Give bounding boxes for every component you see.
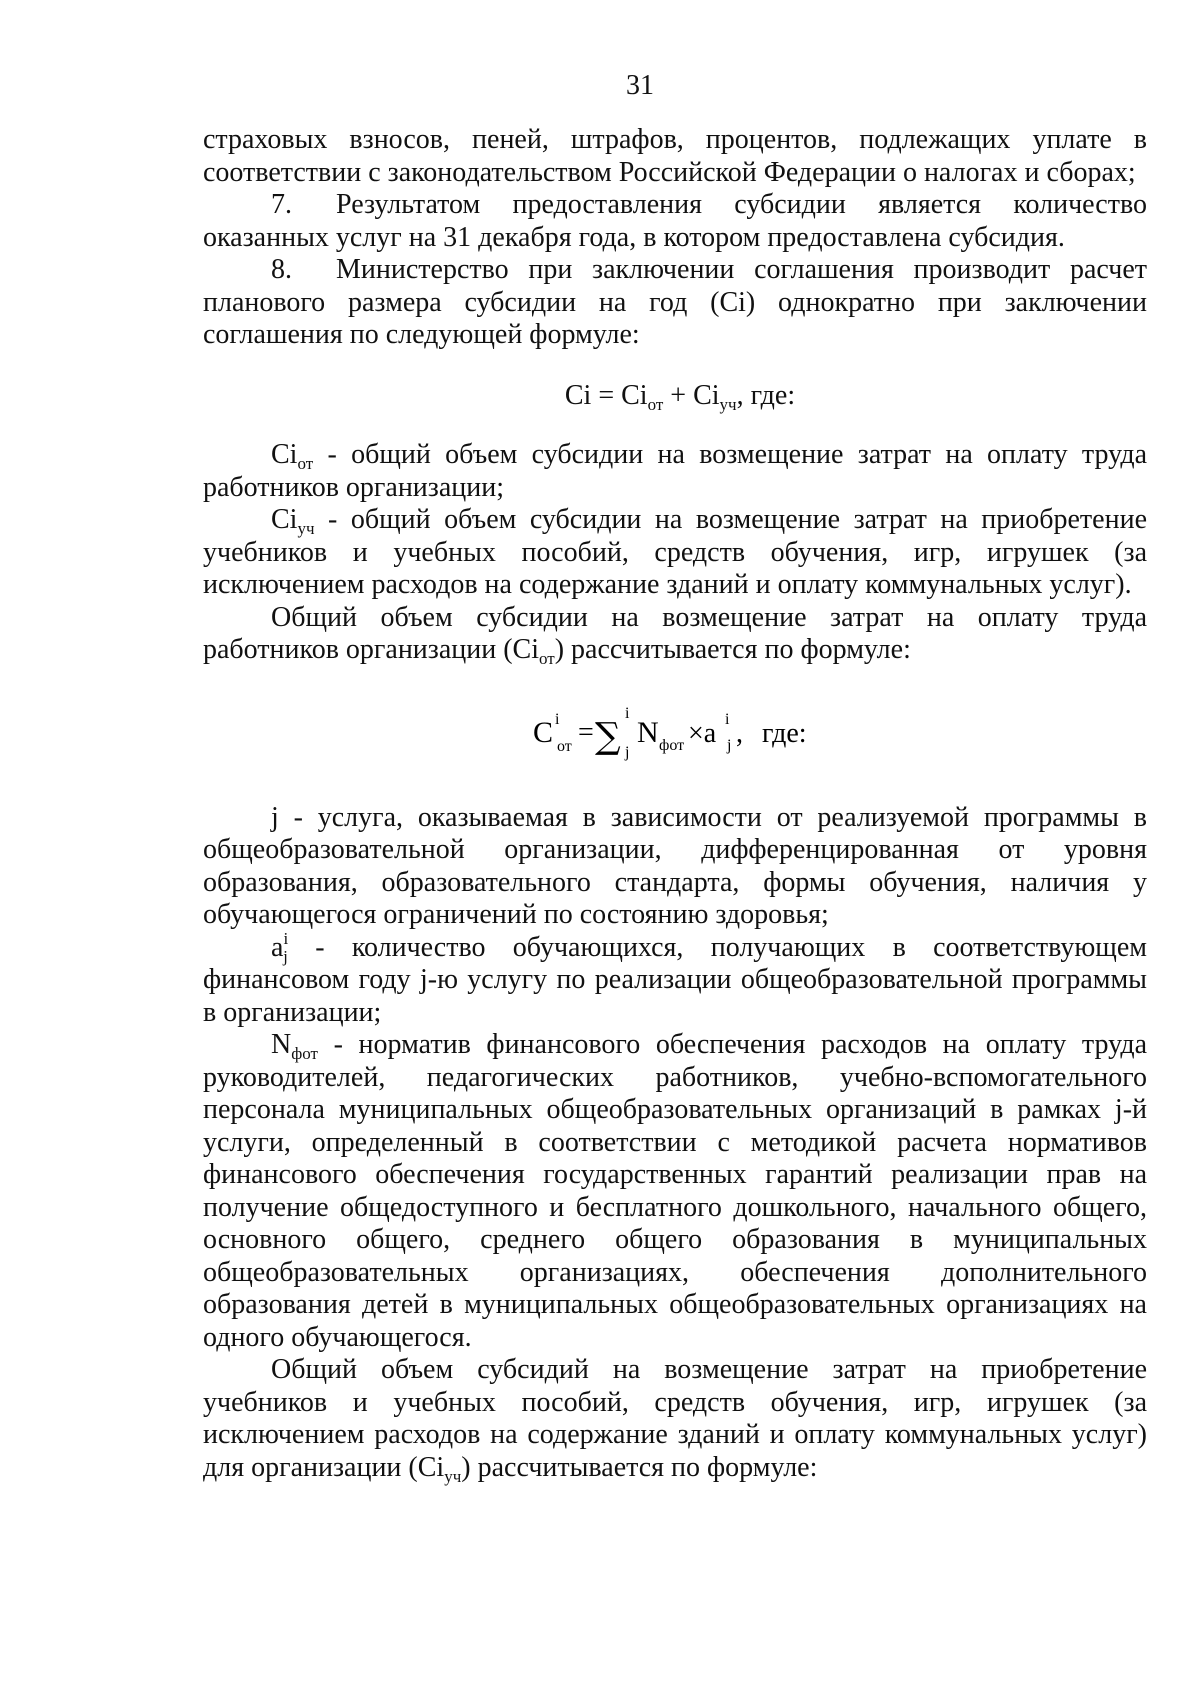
definition-text: - количество обучающихся, получающих в соответствующем финансовом году j-ю услугу по реализации общеобразовательной программы в организации; bbox=[203, 931, 1147, 1028]
formula-equals: = bbox=[578, 716, 594, 748]
formula-sigma-sub: j bbox=[625, 743, 630, 761]
paragraph-total-uch bbox=[203, 1354, 1147, 1484]
definition-n-fot bbox=[203, 1029, 1147, 1354]
definition-text: - норматив финансового обеспечения расходов на оплату труда руководителей, педагогических работников, учебно-вспомогательного персонала муниципальных общеобразовательных организаций в рамках j-й услуги, определенный в соответствии с методикой расчета нормативов финансового обеспечения государственных гарантий реализации прав на получение общедоступного и бесплатного дошкольного, начального общего, основного общего, среднего общего образования в муниципальных общеобразовательных организациях, обеспечения дополнительного образования детей в муниципальных общеобразовательных организациях на одного обучающегося. bbox=[203, 1029, 1147, 1353]
formula-ci-total bbox=[203, 380, 1147, 413]
formula-n-sub: фот bbox=[659, 736, 685, 754]
variable bbox=[271, 1029, 318, 1063]
formula-subscript: уч bbox=[719, 394, 737, 414]
definition-text: - общий объем субсидии на возмещение затрат на приобретение учебников и учебных пособий, средств обучения, игр, игрушек (за исключением расходов на содержание зданий и оплату коммунальных услуг). bbox=[203, 504, 1147, 600]
formula-a-sub: j bbox=[727, 736, 732, 754]
formula-c-sub: от bbox=[557, 737, 572, 755]
variable-subscript: фот bbox=[291, 1044, 318, 1063]
paragraph-item-7 bbox=[203, 189, 1147, 254]
definition-ci-ot bbox=[203, 439, 1147, 504]
paragraph-insurance-fees: страховых взносов, пеней, штрафов, процентов, подлежащих уплате в соответствии с законодательством Российской Федерации о налогах и сборах; bbox=[203, 124, 1147, 188]
variable-subscript: j bbox=[283, 946, 288, 966]
variable bbox=[271, 504, 315, 538]
formula-comma: , bbox=[736, 717, 743, 749]
formula-text: + Ci bbox=[663, 379, 720, 411]
variable-subscript: уч bbox=[444, 1466, 462, 1486]
formula-subscript: от bbox=[647, 394, 664, 414]
paragraph-text: Общий объем субсидии на возмещение затрат на оплату труда работников организации (Ci bbox=[203, 601, 1147, 665]
formula-tail: где: bbox=[762, 717, 807, 749]
formula-ci-ot bbox=[203, 694, 1147, 772]
variable-name: a bbox=[271, 931, 284, 963]
definition-ci-uch bbox=[203, 504, 1147, 602]
formula-text: , где: bbox=[736, 379, 796, 411]
item-text: Результатом предоставления субсидии является количество оказанных услуг на 31 декабря года, в котором предоставлена субсидия. bbox=[203, 189, 1147, 253]
item-number: 7. bbox=[271, 189, 292, 220]
document-body bbox=[203, 124, 1147, 1484]
variable-name: Ci bbox=[271, 439, 298, 470]
item-number: 8. bbox=[271, 254, 292, 285]
variable-name: Ci bbox=[271, 504, 298, 535]
definition-a bbox=[203, 928, 1147, 1030]
page-number: 31 bbox=[626, 70, 654, 101]
paragraph-text: ) рассчитывается по формуле: bbox=[554, 634, 911, 665]
paragraph-item-8 bbox=[203, 254, 1147, 352]
variable-subscript: от bbox=[297, 454, 314, 473]
formula-c: C bbox=[533, 715, 554, 749]
variable bbox=[271, 439, 314, 473]
formula-sigma: ∑ bbox=[595, 715, 621, 757]
item-text: Министерство при заключении соглашения производит расчет планового размера субсидии на год (Ci) однократно при заключении соглашения по следующей формуле: bbox=[203, 254, 1147, 350]
definition-text: - общий объем субсидии на возмещение затрат на оплату труда работников организации; bbox=[203, 439, 1147, 503]
formula-n: N bbox=[637, 715, 659, 749]
paragraph-total-ot bbox=[203, 602, 1147, 667]
formula-c-sup: i bbox=[555, 710, 560, 728]
variable-subscript: уч bbox=[297, 519, 315, 538]
variable-superscript: i bbox=[283, 928, 289, 948]
variable-subscript: от bbox=[539, 649, 555, 668]
formula-times-a: ×a bbox=[688, 717, 717, 749]
variable-name: N bbox=[271, 1029, 292, 1060]
paragraph-text: Общий объем субсидий на возмещение затрат на приобретение учебников и учебных пособий, средств обучения, игр, игрушек (за исключением расходов на содержание зданий и оплату коммунальных услуг) для организации (Ci bbox=[203, 1354, 1147, 1483]
formula-sigma-sup: i bbox=[625, 704, 630, 722]
formula-text: Ci = Ci bbox=[564, 379, 648, 411]
paragraph-text: ) рассчитывается по формуле: bbox=[461, 1451, 818, 1483]
definition-j: j - услуга, оказываемая в зависимости от реализуемой программы в общеобразовательной организации, дифференцированная от уровня образования, образовательного стандарта, формы обучения, наличия у обучающегося ограничений по состоянию здоровья; bbox=[203, 801, 1147, 930]
formula-svg bbox=[533, 700, 833, 770]
variable bbox=[271, 928, 289, 966]
formula-a-sup: i bbox=[725, 710, 730, 728]
